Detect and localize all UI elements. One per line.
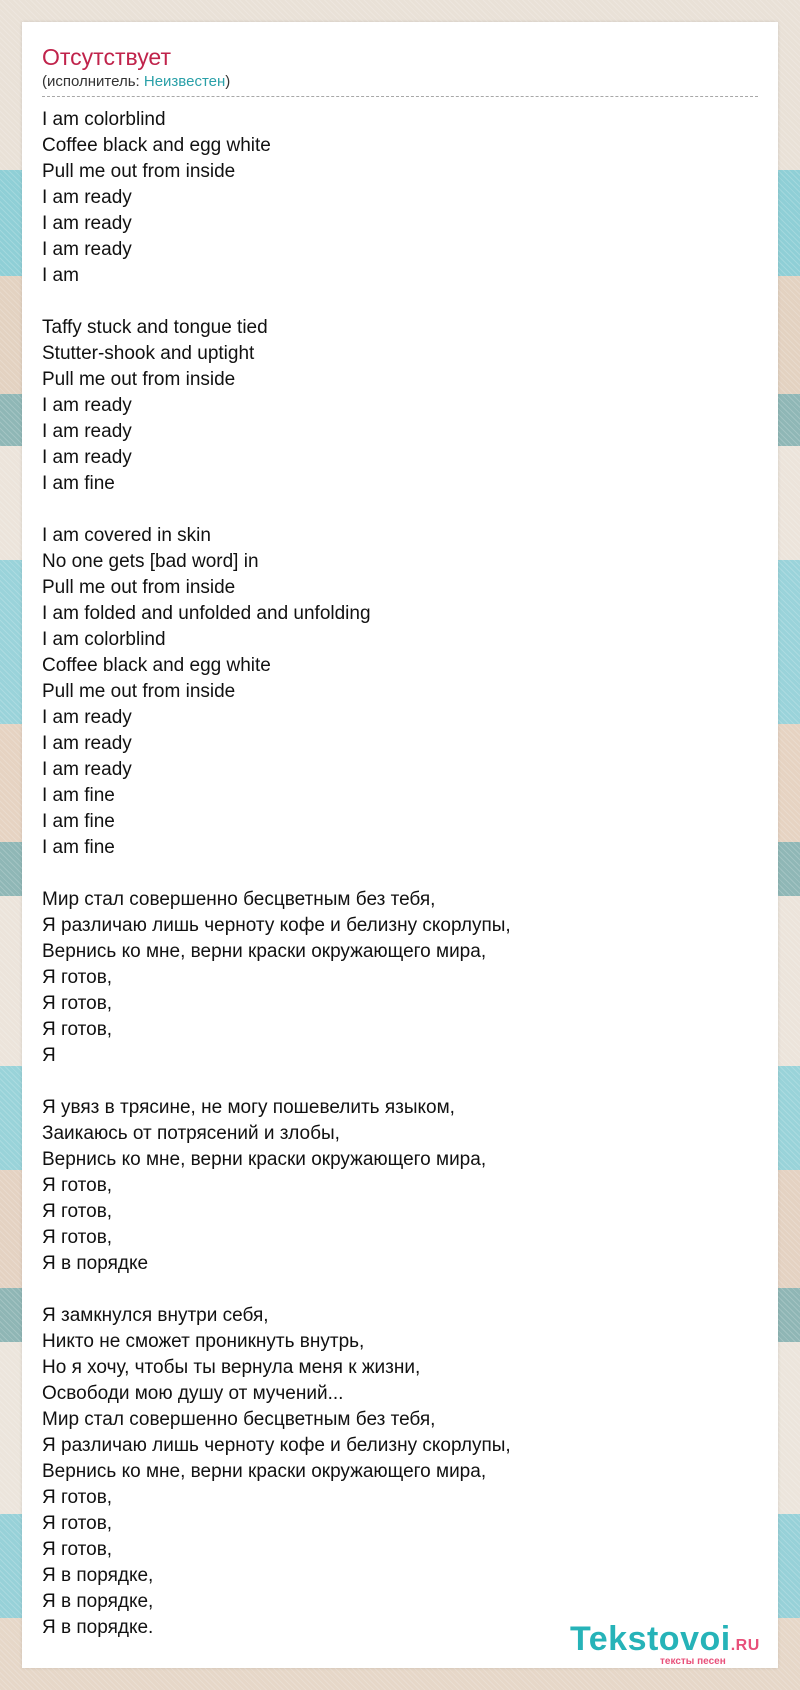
site-logo[interactable] xyxy=(570,1622,770,1666)
lyric-line: Taffy stuck and tongue tied xyxy=(42,317,268,338)
lyric-line: I am ready xyxy=(42,187,132,208)
lyric-line: Заикаюсь от потрясений и злобы, xyxy=(42,1123,340,1144)
lyric-line: Я готов, xyxy=(42,1227,113,1248)
song-title: Отсутствует xyxy=(42,44,171,70)
lyrics-card xyxy=(22,22,778,1668)
lyric-line: I am colorblind xyxy=(42,109,166,130)
lyric-line: Я готов, xyxy=(42,967,113,988)
lyric-line: Я готов, xyxy=(42,993,113,1014)
lyric-line: I am ready xyxy=(42,759,132,780)
lyric-line: I am ready xyxy=(42,707,132,728)
lyric-line: Мир стал совершенно бесцветным без тебя, xyxy=(42,1409,436,1430)
lyric-line: Вернись ко мне, верни краски окружающего мира, xyxy=(42,1149,487,1170)
lyric-line: Я готов, xyxy=(42,1487,113,1508)
lyric-line: Stutter-shook and uptight xyxy=(42,343,255,364)
lyric-line: I am ready xyxy=(42,213,132,234)
lyric-line: Я различаю лишь черноту кофе и белизну скорлупы, xyxy=(42,1435,511,1456)
lyric-line: I am ready xyxy=(42,239,132,260)
lyric-line: I am xyxy=(42,265,79,286)
lyric-line: Я готов, xyxy=(42,1175,113,1196)
stanza-gap xyxy=(42,861,758,887)
logo-name: Tekstovoi xyxy=(570,1620,731,1658)
artist-line xyxy=(42,72,758,97)
lyric-line: I am fine xyxy=(42,473,115,494)
lyric-line: I am colorblind xyxy=(42,629,166,650)
lyric-line: Но я хочу, чтобы ты вернула меня к жизни, xyxy=(42,1357,421,1378)
logo-tld: .RU xyxy=(730,1637,760,1654)
artist-prefix: (исполнитель: xyxy=(42,73,144,90)
stanza-gap xyxy=(42,1277,758,1303)
lyric-line: Вернись ко мне, верни краски окружающего мира, xyxy=(42,941,487,962)
logo-tagline: тексты песен xyxy=(660,1656,726,1667)
lyric-line: Никто не сможет проникнуть внутрь, xyxy=(42,1331,365,1352)
stanza-gap xyxy=(42,497,758,523)
lyric-line: I am ready xyxy=(42,395,132,416)
lyric-line: No one gets [bad word] in xyxy=(42,551,259,572)
lyric-line: Я готов, xyxy=(42,1513,113,1534)
lyric-line: Coffee black and egg white xyxy=(42,655,271,676)
artist-suffix: ) xyxy=(225,73,231,90)
lyric-line: Мир стал совершенно бесцветным без тебя, xyxy=(42,889,436,910)
lyric-line: Я в порядке. xyxy=(42,1617,154,1638)
lyric-line: Я готов, xyxy=(42,1539,113,1560)
lyric-line: Я увяз в трясине, не могу пошевелить языком, xyxy=(42,1097,455,1118)
lyric-line: Вернись ко мне, верни краски окружающего мира, xyxy=(42,1461,487,1482)
lyric-line: Pull me out from inside xyxy=(42,369,236,390)
lyrics-text xyxy=(42,107,758,1641)
lyric-line: Pull me out from inside xyxy=(42,681,236,702)
lyric-line: I am folded and unfolded and unfolding xyxy=(42,603,371,624)
lyric-line: I am ready xyxy=(42,733,132,754)
lyric-line: Я в порядке, xyxy=(42,1565,154,1586)
lyric-line: Я готов, xyxy=(42,1201,113,1222)
lyric-line: I am fine xyxy=(42,811,115,832)
lyric-line: Я готов, xyxy=(42,1019,113,1040)
lyric-line: Я в порядке xyxy=(42,1253,149,1274)
lyric-line: Я различаю лишь черноту кофе и белизну скорлупы, xyxy=(42,915,511,936)
stanza-gap xyxy=(42,1069,758,1095)
lyric-line: Я xyxy=(42,1045,56,1066)
lyric-line: I am ready xyxy=(42,421,132,442)
lyric-line: Coffee black and egg white xyxy=(42,135,271,156)
lyric-line: Освободи мою душу от мучений... xyxy=(42,1383,344,1404)
lyric-line: I am ready xyxy=(42,447,132,468)
artist-link[interactable]: Неизвестен xyxy=(143,73,226,90)
lyric-line: I am covered in skin xyxy=(42,525,211,546)
lyric-line: I am fine xyxy=(42,837,115,858)
lyric-line: Я замкнулся внутри себя, xyxy=(42,1305,269,1326)
lyric-line: Я в порядке, xyxy=(42,1591,154,1612)
lyric-line: Pull me out from inside xyxy=(42,161,236,182)
lyric-line: I am fine xyxy=(42,785,115,806)
stanza-gap xyxy=(42,289,758,315)
lyric-line: Pull me out from inside xyxy=(42,577,236,598)
